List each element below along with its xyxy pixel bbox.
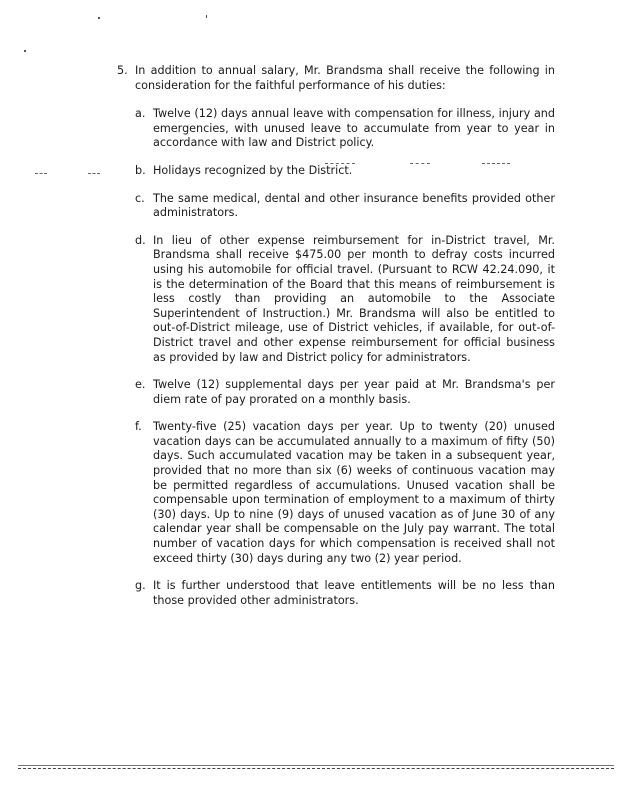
contract-section-5 (117, 64, 555, 621)
item-letter: a. (135, 107, 146, 121)
item-text: In lieu of other expense reimbursement for in-District travel, Mr. Brandsma shall receive $475.00 per month to defray costs incurred using his automobile for official travel. (Pursuant to RCW 42.24.090, it is the determination of the Board that this means of reimbursement is less costly than providing an automobile to the Associate Superintendent of Instruction.) Mr. Brandsma will also be entitled to out-of-District mileage, use of District vehicles, if available, for out-of-District travel and other expense reimbursement for official business as provided by law and District policy for administrators. (153, 233, 555, 364)
scan-speck (206, 15, 207, 18)
item-text: Twelve (12) supplemental days per year paid at Mr. Brandsma's per diem rate of pay prorated on a monthly basis. (153, 378, 555, 406)
scan-speck (24, 50, 26, 52)
scan-edge-line (18, 765, 614, 766)
item-letter: f. (135, 420, 142, 434)
item-text: The same medical, dental and other insurance benefits provided other administrators. (153, 191, 555, 220)
item-letter: b. (135, 163, 146, 177)
list-item (135, 579, 555, 608)
item-text: Holidays recognized by the District. (153, 163, 353, 177)
scan-mark (35, 173, 47, 174)
scan-edge-line (18, 768, 614, 769)
item-text: Twenty-five (25) vacation days per year. Up to twenty (20) unused vacation days can be accumulated annually to a maximum of fifty (50) days. Such accumulated vacation may be taken in a subsequent year, provided that no more than six (6) weeks of continuous vacation may be permitted regardless of accumulations. Unused vacation shall be compensable upon termination of employment to a maximum of thirty (30) days. Up to nine (9) days of unused vacation as of June 30 of any calendar year shall be compensable on the July pay warrant. The total number of vacation days for which compensation is received shall not exceed thirty (30) days during any two (2) year period. (153, 420, 555, 565)
scan-speck (98, 17, 100, 19)
item-text: Twelve (12) days annual leave with compensation for illness, injury and emergencies, with unused leave to accumulate from year to year in accordance with law and District policy. (153, 107, 555, 150)
list-item (135, 192, 555, 221)
paragraph-5 (117, 64, 555, 93)
list-item (135, 107, 555, 151)
scan-mark (88, 173, 100, 174)
item-letter: e. (135, 378, 146, 392)
list-item (135, 420, 555, 566)
paragraph-number: 5. (117, 64, 128, 77)
item-letter: c. (135, 191, 145, 205)
benefits-list (117, 107, 555, 608)
list-item (135, 234, 555, 365)
item-letter: d. (135, 233, 146, 247)
list-item (135, 378, 555, 407)
item-letter: g. (135, 579, 146, 593)
item-text: It is further understood that leave entitlements will be no less than those provided other administrators. (153, 579, 555, 607)
paragraph-text: In addition to annual salary, Mr. Brandsma shall receive the following in consideration for the faithful performance of his duties: (135, 64, 555, 92)
list-item (135, 164, 555, 179)
